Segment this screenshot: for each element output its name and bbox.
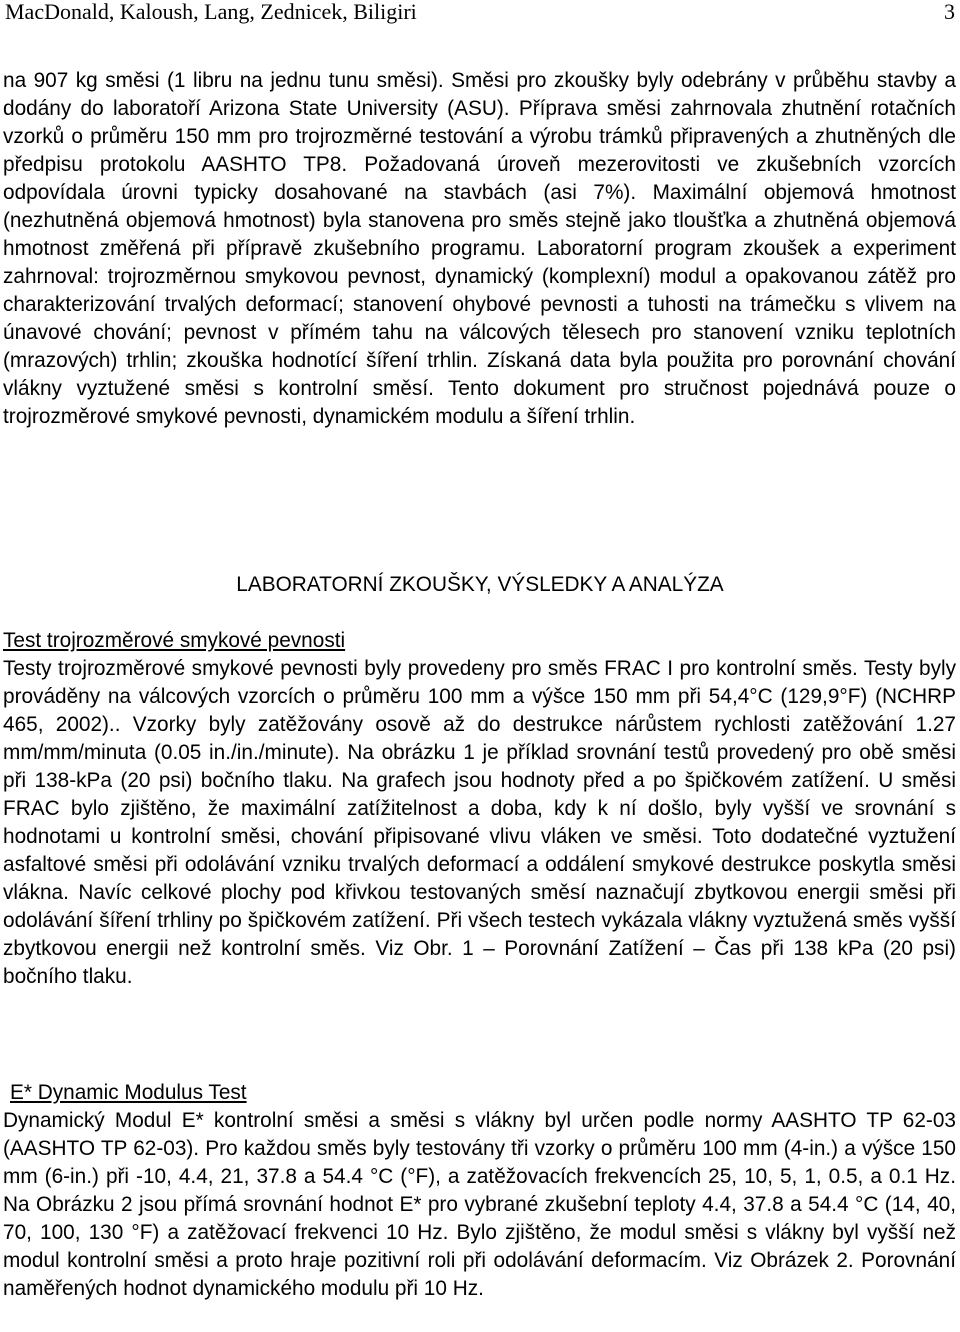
dynamic-modulus-heading: E* Dynamic Modulus Test (10, 1081, 247, 1104)
section-title: LABORATORNÍ ZKOUŠKY, VÝSLEDKY A ANALÝZA (236, 573, 724, 596)
page-number: 3 (944, 0, 955, 24)
shear-test-paragraph: Testy trojrozměrové smykové pevnosti byly provedeny pro směs FRAC I pro kontrolní směs. Testy byly prováděny na válcových vzorcích o průměru 100 mm a výšce 150 mm při 54,4°C (129,9°F) (NCHRP 465, 2002).. Vzorky byly zatěžovány osově až do destrukce nárůstem rychlosti zatěžování 1.27 mm/mm/minuta (0.05 in./in./minute). Na obrázku 1 je příklad srovnání testů provedený pro obě směsi při 138-kPa (20 psi) bočního tlaku. Na grafech jsou hodnoty před a po špičkovém zatížení. U směsi FRAC bylo zjištěno, že maximální zatížitelnost a doba, kdy k ní došlo, byly vyšší ve srovnání s hodnotami u kontrolní směsi, chování připisované vlivu vláken ve směsi. Toto dodatečné vyztužení asfaltové směsi při odolávání vzniku trvalých deformací a oddálení smykové destrukce poskytla směsi vlákna. Navíc celkové plochy pod křivkou testovaných směsí naznačují zbytkovou energii směsi při odolávání šíření trhliny po špičkovém zatížení. Při všech testech vykázala vlákny vyztužená směs vyšší zbytkovou energii než kontrolní směs. Viz Obr. 1 – Porovnání Zatížení – Čas při 138 kPa (20 psi) bočního tlaku. (3, 657, 956, 988)
running-header (5, 0, 955, 25)
intro-paragraph: na 907 kg směsi (1 libru na jednu tunu směsi). Směsi pro zkoušky byly odebrány v průběhu stavby a dodány do laboratoří Arizona State University (ASU). Příprava směsi zahrnovala zhutnění rotačních vzorků o průměru 150 mm pro trojrozměrné testování a výrobu trámků připravených a zhutněných dle předpisu protokolu AASHTO TP8. Požadovaná úroveň mezerovitosti ve zkušebních vzorcích odpovídala úrovni typicky dosahované na stavbách (asi 7%). Maximální objemová hmotnost (nezhutněná objemová hmotnost) byla stanovena pro směs stejně jako tloušťka a zhutněná objemová hmotnost změřená při přípravě zkušebního programu. Laboratorní program zkoušek a experiment zahrnoval: trojrozměrnou smykovou pevnost, dynamický (komplexní) modul a opakovanou zátěž pro charakterizování trvalých deformací; stanovení ohybové pevnosti a tuhosti na trámečku s vlivem na únavové chování; pevnost v přímém tahu na válcových tělesech pro stanovení vzniku teplotních (mrazových) trhlin; zkouška hodnotící šíření trhlin. Získaná data byla použita pro porovnání chování vlákny vyztužené směsi s kontrolní směsí. Tento dokument pro stručnost pojednává pouze o trojrozměrové smykové pevnosti, dynamickém modulu a šíření trhlin. (3, 69, 956, 428)
dynamic-modulus-paragraph: Dynamický Modul E* kontrolní směsi a směsi s vlákny byl určen podle normy AASHTO TP 62-03 (AASHTO TP 62-03). Pro každou směs byly testovány tři vzorky o průměru 100 mm (4-in.) a výšce 150 mm (6-in.) při -10, 4.4, 21, 37.8 a 54.4 °C (°F), a zatěžovacích frekvencích 25, 10, 5, 1, 0.5, a 0.1 Hz. Na Obrázku 2 jsou přímá srovnání hodnot E* pro vybrané zkušební teploty 4.4, 37.8 a 54.4 °C (14, 40, 70, 100, 130 °F) a zatěžovací frekvenci 10 Hz. Bylo zjištěno, že modul směsi s vlákny byl vyšší než modul kontrolní směsi a proto hraje pozitivní roli při odolávání deformacím. Viz Obrázek 2. Porovnání naměřených hodnot dynamického modulu při 10 Hz. (3, 1109, 956, 1300)
header-authors: MacDonald, Kaloush, Lang, Zednicek, Biligiri (5, 0, 417, 24)
shear-test-heading: Test trojrozměrové smykové pevnosti (3, 629, 346, 652)
